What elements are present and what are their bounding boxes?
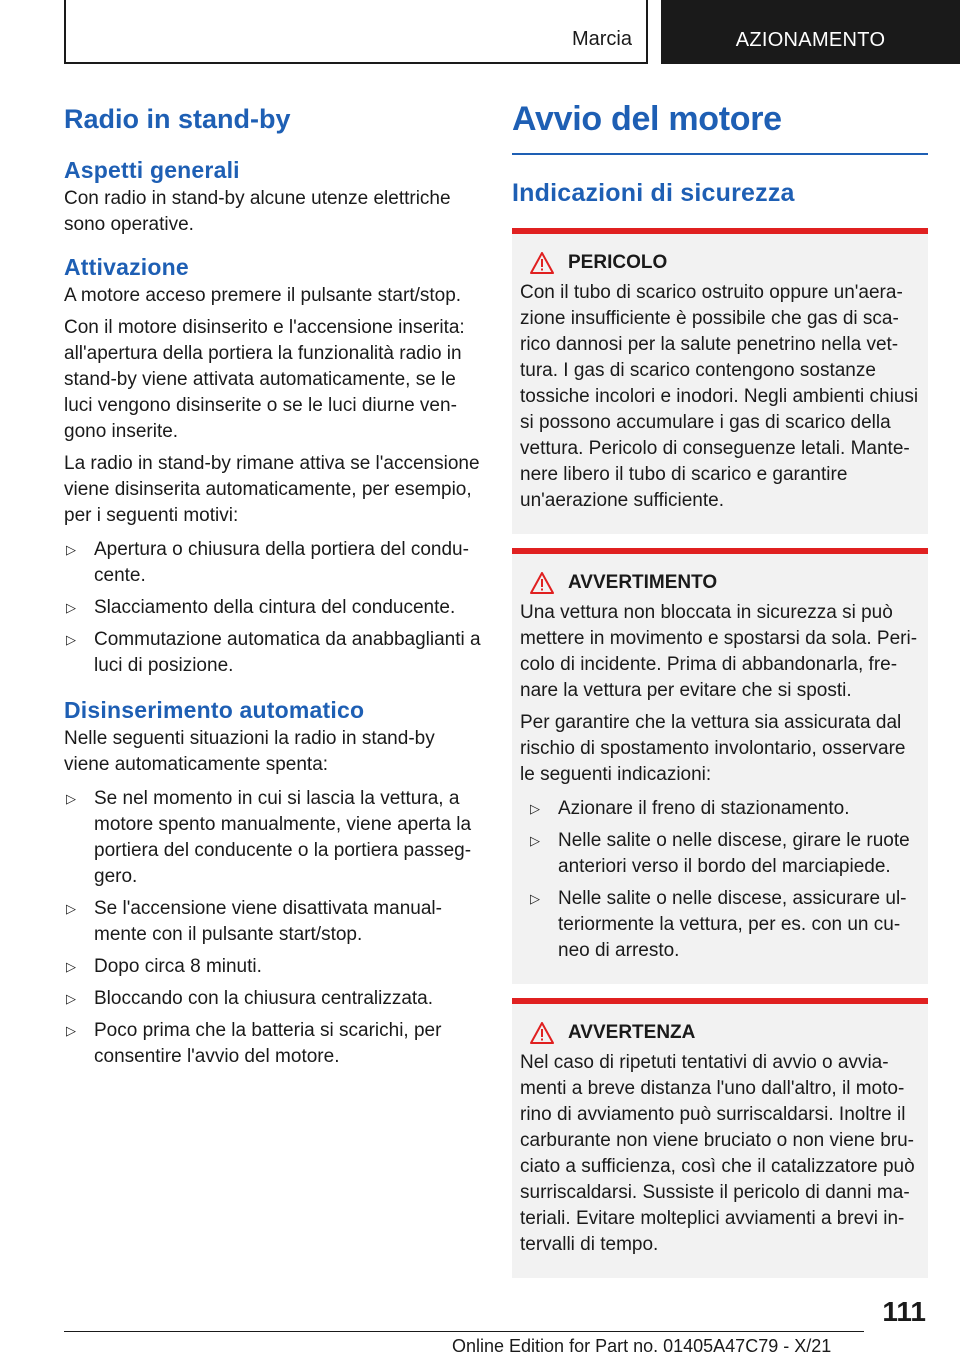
paragraph-attivazione-2: Con il motore disinserito e l'accensione inserita: all'apertura della portiera la funzionalità radio in stand-by viene attivata automaticamente, se le luci vengono disinserite o se le luci diurne vengono inserite. [64, 317, 465, 442]
bullet-triangle-icon: ▷ [66, 991, 76, 1006]
list-item: ▷ Se nel momento in cui si lascia la vettura, a motore spento manualmente, viene aperta la portiera del conducente o la portiera passeggero. [66, 788, 472, 887]
heading-attivazione: Attivazione [64, 254, 189, 280]
list-item: ▷ Se l'accensione viene disattivata manualmente con il pulsante start/stop. [66, 898, 442, 945]
list-item: ▷ Commutazione automatica da anabbaglianti a luci di posizione. [66, 629, 481, 676]
footer-edition: Online Edition for Part no. 01405A47C79 - X/21 [452, 1336, 832, 1356]
bullet-triangle-icon: ▷ [66, 600, 76, 615]
warning-box-avvertimento [512, 548, 928, 984]
header-chapter-tab [661, 0, 960, 64]
warning-header [520, 1022, 920, 1044]
list-item: ▷ Poco prima che la batteria si scarichi, per consentire l'avvio del motore. [66, 1020, 442, 1067]
section-title-radio-standby: Radio in stand-by [64, 104, 291, 134]
warning-label: PERICOLO [568, 252, 668, 273]
heading-aspetti-generali: Aspetti generali [64, 157, 240, 183]
bullet-triangle-icon: ▷ [530, 833, 540, 848]
list-item: ▷ Bloccando con la chiusura centralizzata. [64, 986, 484, 1012]
list-item: ▷ Nelle salite o nelle discese, assicurare ulteriormente la vettura, per es. con un cuneo di arresto. [530, 888, 907, 961]
warning-triangle-icon [530, 1022, 554, 1044]
right-column [512, 100, 928, 1278]
bullet-triangle-icon: ▷ [530, 891, 540, 906]
title-divider [512, 153, 928, 155]
warning-triangle-icon [530, 572, 554, 594]
list-item: ▷ Azionare il freno di stazionamento. [528, 796, 920, 822]
list-item: ▷ Apertura o chiusura della portiera del conducente. [66, 539, 469, 586]
paragraph-disinserimento: Nelle seguenti situazioni la radio in stand-by viene automaticamente spenta: [64, 728, 435, 775]
heading-disinserimento: Disinserimento automatico [64, 697, 365, 723]
header-section-label: Marcia [571, 28, 632, 50]
footer-divider [64, 1331, 864, 1332]
header-frame [64, 0, 648, 64]
paragraph-attivazione-3: La radio in stand-by rimane attiva se l'accensione viene disinserita automaticamente, per esempio, per i seguenti motivi: [64, 453, 480, 526]
warning-header [520, 572, 920, 594]
paragraph-attivazione-1: A motore acceso premere il pulsante start/stop. [64, 285, 462, 306]
warning-text: Per garantire che la vettura sia assicurata dal rischio di spostamento involontario, osservare le seguenti indicazioni: [520, 712, 906, 785]
warning-text: Una vettura non bloccata in sicurezza si può mettere in movimento e spostarsi da sola. Pericolo di incidente. Prima di abbandonarla, frenare la vettura per evitare che si sposti. [520, 602, 918, 701]
header-chapter-label: AZIONAMENTO [735, 29, 886, 51]
warning-text: Nel caso di ripetuti tentativi di avvio o avviamenti a breve distanza l'uno dall'altro, il motorino di avviamento può surriscaldarsi. Inoltre il carburante non viene bruciato o non viene bruciato a sufficienza, così che il catalizzatore può surriscaldarsi. Sussiste il pericolo di danni materiali. Evitare molteplici avviamenti a brevi intervalli di tempo. [520, 1052, 915, 1255]
list-item: ▷ Nelle salite o nelle discese, girare le ruote anteriori verso il bordo del marciapiede. [530, 830, 910, 877]
warning-label: AVVERTENZA [568, 1022, 696, 1043]
paragraph-generali: Con radio in stand-by alcune utenze elettriche sono operative. [64, 188, 451, 235]
bullet-triangle-icon: ▷ [66, 542, 76, 557]
left-column [64, 100, 484, 1070]
bullet-triangle-icon: ▷ [66, 1023, 76, 1038]
heading-indicazioni-sicurezza: Indicazioni di sicurezza [512, 179, 795, 207]
page-number: 111 [882, 1296, 926, 1327]
bullet-triangle-icon: ▷ [66, 901, 76, 916]
bullet-triangle-icon: ▷ [66, 791, 76, 806]
warning-triangle-icon [530, 252, 554, 274]
warning-box-pericolo [512, 228, 928, 534]
bullet-triangle-icon: ▷ [530, 801, 540, 816]
warning-label: AVVERTIMENTO [568, 572, 718, 593]
warning-box-avvertenza [512, 998, 928, 1278]
bullet-triangle-icon: ▷ [66, 632, 76, 647]
section-title-avvio-motore: Avvio del motore [512, 100, 782, 138]
list-item: ▷ Dopo circa 8 minuti. [64, 954, 484, 980]
warning-text: Con il tubo di scarico ostruito oppure un'aerazione insufficiente è possibile che gas di scarico dannosi per la salute penetrino nella vettura. I gas di scarico contengono sostanze tossiche incolori e inodori. Negli ambienti chiusi si possono accumulare i gas di scarico della vettura. Pericolo di conseguenze letali. Mantenere libero il tubo di scarico e garantire un'aerazione sufficiente. [520, 282, 919, 511]
bullet-triangle-icon: ▷ [66, 959, 76, 974]
warning-header [520, 252, 920, 274]
list-item: ▷ Slacciamento della cintura del conducente. [64, 595, 484, 621]
